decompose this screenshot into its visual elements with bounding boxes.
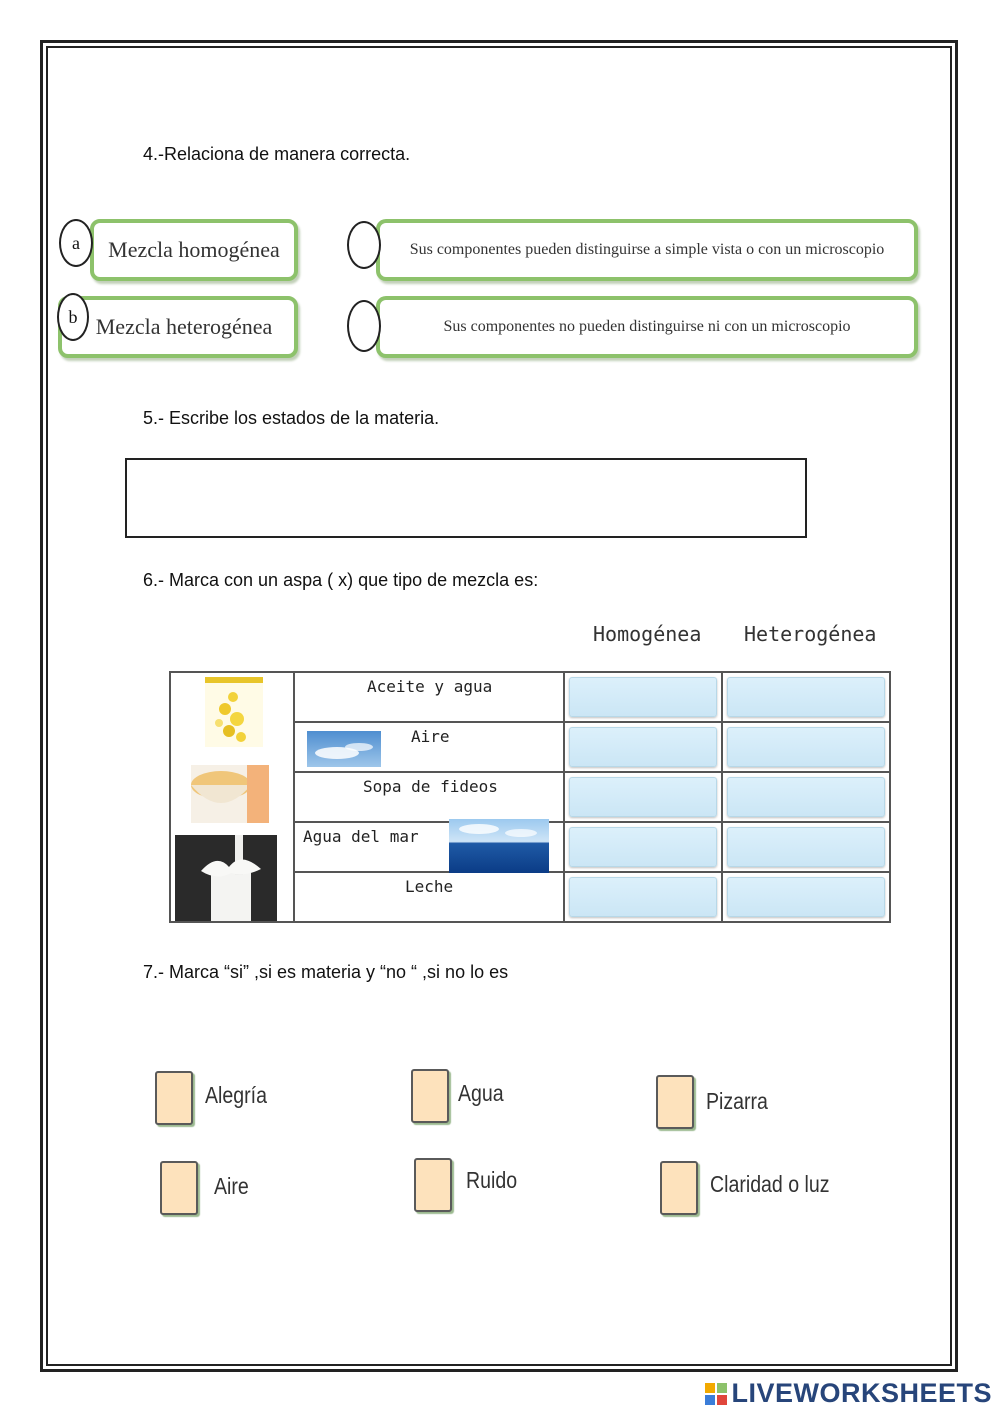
cell-leche-homogenea bbox=[564, 872, 722, 922]
sky-image bbox=[307, 731, 381, 767]
row-label-cell-4 bbox=[294, 822, 564, 872]
checkbox-alegria[interactable] bbox=[155, 1071, 193, 1125]
cell-aceite-heterogenea bbox=[722, 672, 890, 722]
cell-aire-heterogenea bbox=[722, 722, 890, 772]
image-column bbox=[170, 672, 294, 922]
row-label-agua-mar: Agua del mar bbox=[303, 827, 419, 846]
cell-sopa-homogenea bbox=[564, 772, 722, 822]
term-heterogenea-label: Mezcla heterogénea bbox=[95, 314, 273, 339]
cell-aire-homogenea bbox=[564, 722, 722, 772]
logo-text: LIVEWORKSHEETS bbox=[731, 1378, 992, 1408]
label-claridad: Claridad o luz bbox=[710, 1171, 830, 1197]
term-homogenea bbox=[90, 219, 298, 281]
cell-aceite-homogenea bbox=[564, 672, 722, 722]
description-2-text: Sus componentes no pueden distinguirse ni con un microscopio bbox=[443, 318, 851, 335]
cell-sopa-heterogenea bbox=[722, 772, 890, 822]
header-heterogenea: Heterogénea bbox=[744, 622, 877, 646]
row-label-cell-1 bbox=[294, 672, 564, 722]
row-label-aire: Aire bbox=[411, 727, 450, 746]
mixture-images bbox=[171, 673, 293, 921]
description-2 bbox=[376, 296, 918, 358]
checkbox-claridad[interactable] bbox=[660, 1161, 698, 1215]
answer-mar-heterogenea[interactable] bbox=[727, 827, 885, 867]
states-answer-box[interactable] bbox=[125, 458, 807, 538]
cell-leche-heterogenea bbox=[722, 872, 890, 922]
answer-leche-homogenea[interactable] bbox=[569, 877, 717, 917]
answer-circle-2[interactable] bbox=[347, 300, 381, 352]
checkbox-ruido[interactable] bbox=[414, 1158, 452, 1212]
term-homogenea-label: Mezcla homogénea bbox=[108, 237, 280, 262]
checkbox-agua[interactable] bbox=[411, 1069, 449, 1123]
answer-sopa-heterogenea[interactable] bbox=[727, 777, 885, 817]
question-7-title: 7.- Marca “si” ,si es materia y “no “ ,si no lo es bbox=[143, 962, 509, 982]
row-label-sopa: Sopa de fideos bbox=[363, 777, 498, 796]
row-label-aceite: Aceite y agua bbox=[367, 677, 493, 696]
question-4-title: 4.-Relaciona de manera correcta. bbox=[143, 144, 411, 164]
answer-aire-homogenea[interactable] bbox=[569, 727, 717, 767]
cell-mar-homogenea bbox=[564, 822, 722, 872]
answer-circle-1[interactable] bbox=[347, 221, 381, 269]
milk-image bbox=[175, 835, 277, 921]
checkbox-pizarra[interactable] bbox=[656, 1075, 694, 1129]
answer-aceite-heterogenea[interactable] bbox=[727, 677, 885, 717]
answer-aceite-homogenea[interactable] bbox=[569, 677, 717, 717]
row-label-cell-5 bbox=[294, 872, 564, 922]
oil-water-image bbox=[205, 677, 263, 747]
checkbox-aire[interactable] bbox=[160, 1161, 198, 1215]
soup-image bbox=[191, 765, 269, 823]
question-5-title: 5.- Escribe los estados de la materia. bbox=[143, 408, 440, 428]
row-label-cell-3 bbox=[294, 772, 564, 822]
answer-mar-homogenea[interactable] bbox=[569, 827, 717, 867]
cell-mar-heterogenea bbox=[722, 822, 890, 872]
label-ruido: Ruido bbox=[466, 1167, 518, 1193]
label-alegria: Alegría bbox=[205, 1082, 267, 1108]
term-letter-b: b bbox=[57, 293, 89, 341]
description-1 bbox=[376, 219, 918, 281]
answer-aire-heterogenea[interactable] bbox=[727, 727, 885, 767]
row-label-leche: Leche bbox=[405, 877, 454, 896]
sea-image bbox=[449, 819, 549, 873]
mixture-table bbox=[169, 671, 891, 923]
term-letter-a: a bbox=[59, 219, 93, 267]
description-1-text: Sus componentes pueden distinguirse a simple vista o con un microscopio bbox=[409, 241, 885, 258]
term-heterogenea bbox=[58, 296, 298, 358]
answer-sopa-homogenea[interactable] bbox=[569, 777, 717, 817]
liveworksheets-logo bbox=[705, 1378, 992, 1409]
question-6-title: 6.- Marca con un aspa ( x) que tipo de mezcla es: bbox=[143, 570, 539, 590]
label-pizarra: Pizarra bbox=[706, 1088, 768, 1114]
label-aire: Aire bbox=[214, 1173, 249, 1199]
logo-mark-icon bbox=[705, 1383, 727, 1405]
label-agua: Agua bbox=[458, 1080, 504, 1106]
row-label-cell-2 bbox=[294, 722, 564, 772]
header-homogenea: Homogénea bbox=[593, 622, 702, 646]
answer-leche-heterogenea[interactable] bbox=[727, 877, 885, 917]
